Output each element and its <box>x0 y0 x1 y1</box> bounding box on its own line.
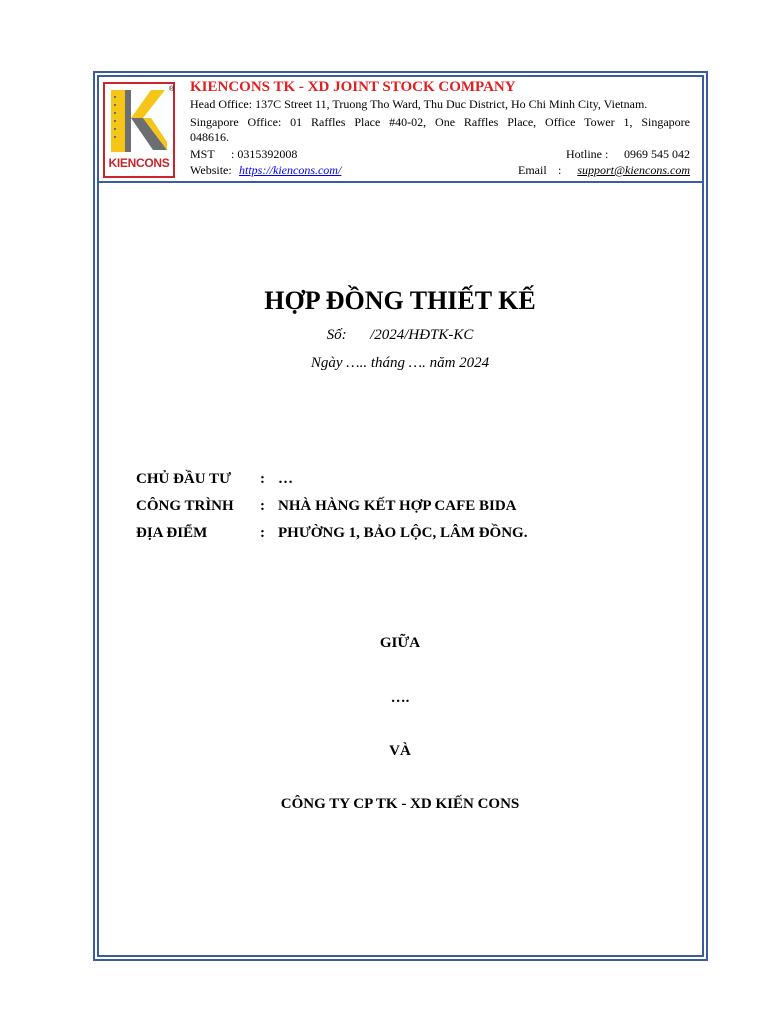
location-label: ĐỊA ĐIỂM <box>136 525 208 541</box>
contract-date: Ngày ….. tháng …. năm 2024 <box>310 355 490 371</box>
hotline-value: 0969 545 042 <box>624 147 690 161</box>
singapore-postal-code: 048616. <box>190 130 229 144</box>
location-value: PHƯỜNG 1, BẢO LỘC, LÂM ĐỒNG. <box>278 525 528 541</box>
logo-wordmark: KIENCONS <box>108 156 170 170</box>
singapore-office-address: Singapore Office: 01 Raffles Place #40-02, One Raffles Place, Office Tower 1, Singapore <box>190 115 690 129</box>
investor-label: CHỦ ĐẦU TƯ <box>136 471 232 487</box>
project-value: NHÀ HÀNG KẾT HỢP CAFE BIDA <box>278 498 517 514</box>
contract-number <box>0 327 768 344</box>
page-border-inner <box>97 75 704 957</box>
website-label: Website: <box>190 163 232 177</box>
hotline-label: Hotline : <box>566 147 609 161</box>
mst-label: MST <box>190 147 215 161</box>
and-heading: VÀ <box>389 743 411 759</box>
head-office-address: Head Office: 137C Street 11, Truong Tho Ward, Thu Duc District, Ho Chi Minh City, Vietnam. <box>190 97 648 111</box>
location-colon: : <box>260 525 265 541</box>
party-b: CÔNG TY CP TK - XD KIẾN CONS <box>280 796 520 812</box>
company-logo <box>103 82 175 178</box>
registered-mark: ® <box>169 86 175 93</box>
investor-value: … <box>278 471 293 487</box>
contract-number-label: Số: <box>326 327 347 343</box>
mst-value: : 0315392008 <box>231 147 298 161</box>
email-link[interactable]: support@kiencons.com <box>577 163 690 177</box>
email-separator: : <box>558 163 562 177</box>
company-name: KIENCONS TK - XD JOINT STOCK COMPANY <box>190 79 516 95</box>
website-link[interactable]: https://kiencons.com/ <box>239 163 342 177</box>
project-label: CÔNG TRÌNH <box>136 498 234 514</box>
document-title: HỢP ĐỒNG THIẾT KẾ <box>264 286 536 315</box>
contract-number-value: /2024/HĐTK-KC <box>370 327 474 343</box>
between-heading: GIỮA <box>379 635 421 651</box>
investor-colon: : <box>260 471 265 487</box>
email-label: Email <box>518 163 547 177</box>
project-colon: : <box>260 498 265 514</box>
logo-k-mark-icon <box>105 84 173 156</box>
party-a: …. <box>390 690 410 706</box>
